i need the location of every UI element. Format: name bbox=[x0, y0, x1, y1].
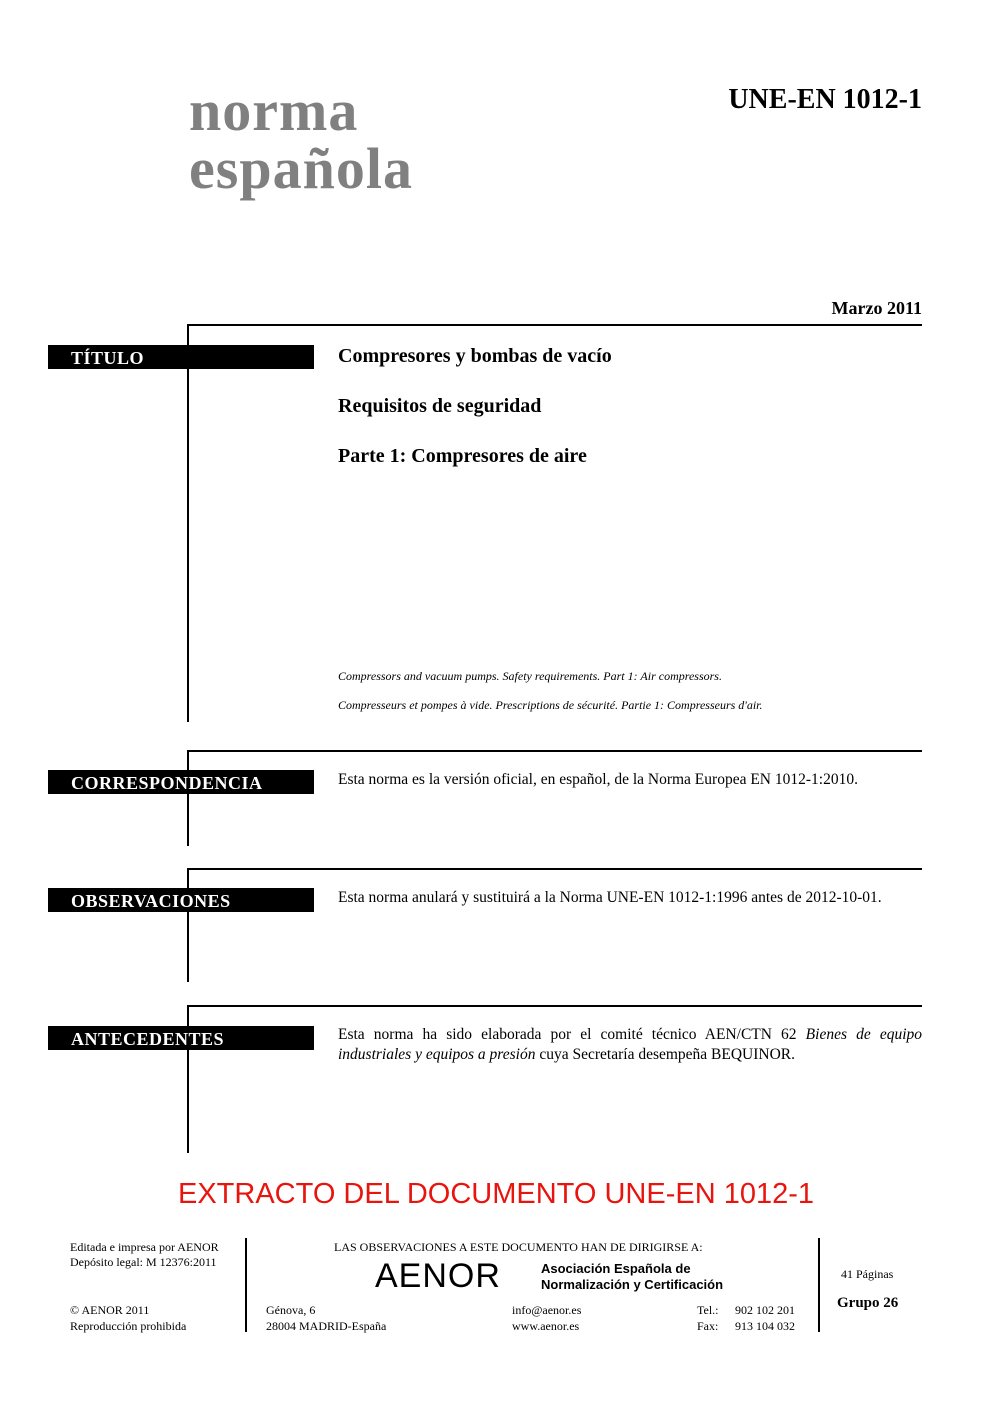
publication-date: Marzo 2011 bbox=[831, 298, 922, 318]
extract-notice: EXTRACTO DEL DOCUMENTO UNE-EN 1012-1 bbox=[178, 1178, 814, 1210]
observaciones-vertical-rule bbox=[187, 868, 189, 982]
footer-address-line-1: Génova, 6 bbox=[266, 1303, 316, 1317]
footer-group: Grupo 26 bbox=[837, 1295, 899, 1311]
footer-pages: 41 Páginas bbox=[841, 1267, 894, 1281]
aenor-logo: AENOR bbox=[375, 1257, 501, 1295]
correspondencia-top-rule bbox=[188, 750, 922, 752]
correspondencia-text: Esta norma es la versión oficial, en español, de la Norma Europea EN 1012-1:2010. bbox=[338, 771, 858, 788]
titulo-label: TÍTULO bbox=[48, 345, 314, 369]
footer-tel-label: Tel.: bbox=[697, 1303, 719, 1317]
correspondencia-vertical-rule bbox=[187, 750, 189, 846]
footer-divider-left bbox=[245, 1238, 247, 1332]
correspondencia-label: CORRESPONDENCIA bbox=[48, 770, 314, 794]
title-french: Compresseurs et pompes à vide. Prescriptions de sécurité. Partie 1: Compresseurs d'air. bbox=[338, 698, 763, 712]
antecedentes-top-rule bbox=[188, 1005, 922, 1007]
title-line-3: Parte 1: Compresores de aire bbox=[338, 445, 587, 467]
antecedentes-text-a: Esta norma ha sido elaborada por el comité técnico AEN/CTN 62 bbox=[338, 1026, 806, 1043]
title-line-2: Requisitos de seguridad bbox=[338, 395, 542, 417]
antecedentes-committee-name: Bienes de equipo industriales y equipos a presión bbox=[338, 1026, 923, 1063]
footer-fax: 913 104 032 bbox=[735, 1319, 795, 1333]
brand-line-espanola: española bbox=[189, 136, 413, 201]
observaciones-text: Esta norma anulará y sustituirá a la Norma UNE-EN 1012-1:1996 antes de 2012-10-01. bbox=[338, 889, 882, 906]
footer-observations-header: LAS OBSERVACIONES A ESTE DOCUMENTO HAN DE DIRIGIRSE A: bbox=[334, 1240, 703, 1254]
footer-legal-deposit: Depósito legal: M 12376:2011 bbox=[70, 1255, 217, 1269]
aenor-full-name bbox=[541, 1261, 723, 1293]
footer-tel: 902 102 201 bbox=[735, 1303, 795, 1317]
title-english: Compressors and vacuum pumps. Safety requirements. Part 1: Air compressors. bbox=[338, 669, 722, 683]
brand-line-norma: norma bbox=[189, 78, 359, 143]
footer-copyright: © AENOR 2011 bbox=[70, 1303, 150, 1317]
title-line-1: Compresores y bombas de vacío bbox=[338, 345, 612, 367]
antecedentes-label: ANTECEDENTES bbox=[48, 1026, 314, 1050]
footer-divider-right bbox=[818, 1238, 820, 1332]
brand-title bbox=[189, 78, 413, 201]
footer-email: info@aenor.es bbox=[512, 1303, 582, 1317]
observaciones-label: OBSERVACIONES bbox=[48, 888, 314, 912]
titulo-vertical-rule bbox=[187, 324, 189, 722]
antecedentes-text-b: cuya Secretaría desempeña BEQUINOR. bbox=[535, 1046, 796, 1063]
footer-web: www.aenor.es bbox=[512, 1319, 580, 1333]
aenor-full-line-2: Normalización y Certificación bbox=[541, 1277, 724, 1292]
aenor-full-line-1: Asociación Española de bbox=[541, 1261, 691, 1276]
footer-address-line-2: 28004 MADRID-España bbox=[266, 1319, 387, 1333]
standard-code: UNE-EN 1012-1 bbox=[728, 84, 922, 115]
observaciones-top-rule bbox=[188, 868, 922, 870]
footer-edited-by: Editada e impresa por AENOR bbox=[70, 1240, 219, 1254]
antecedentes-text bbox=[338, 1025, 922, 1065]
footer-fax-label: Fax: bbox=[697, 1319, 719, 1333]
footer-reproduction: Reproducción prohibida bbox=[70, 1319, 187, 1333]
titulo-top-rule bbox=[188, 324, 922, 326]
